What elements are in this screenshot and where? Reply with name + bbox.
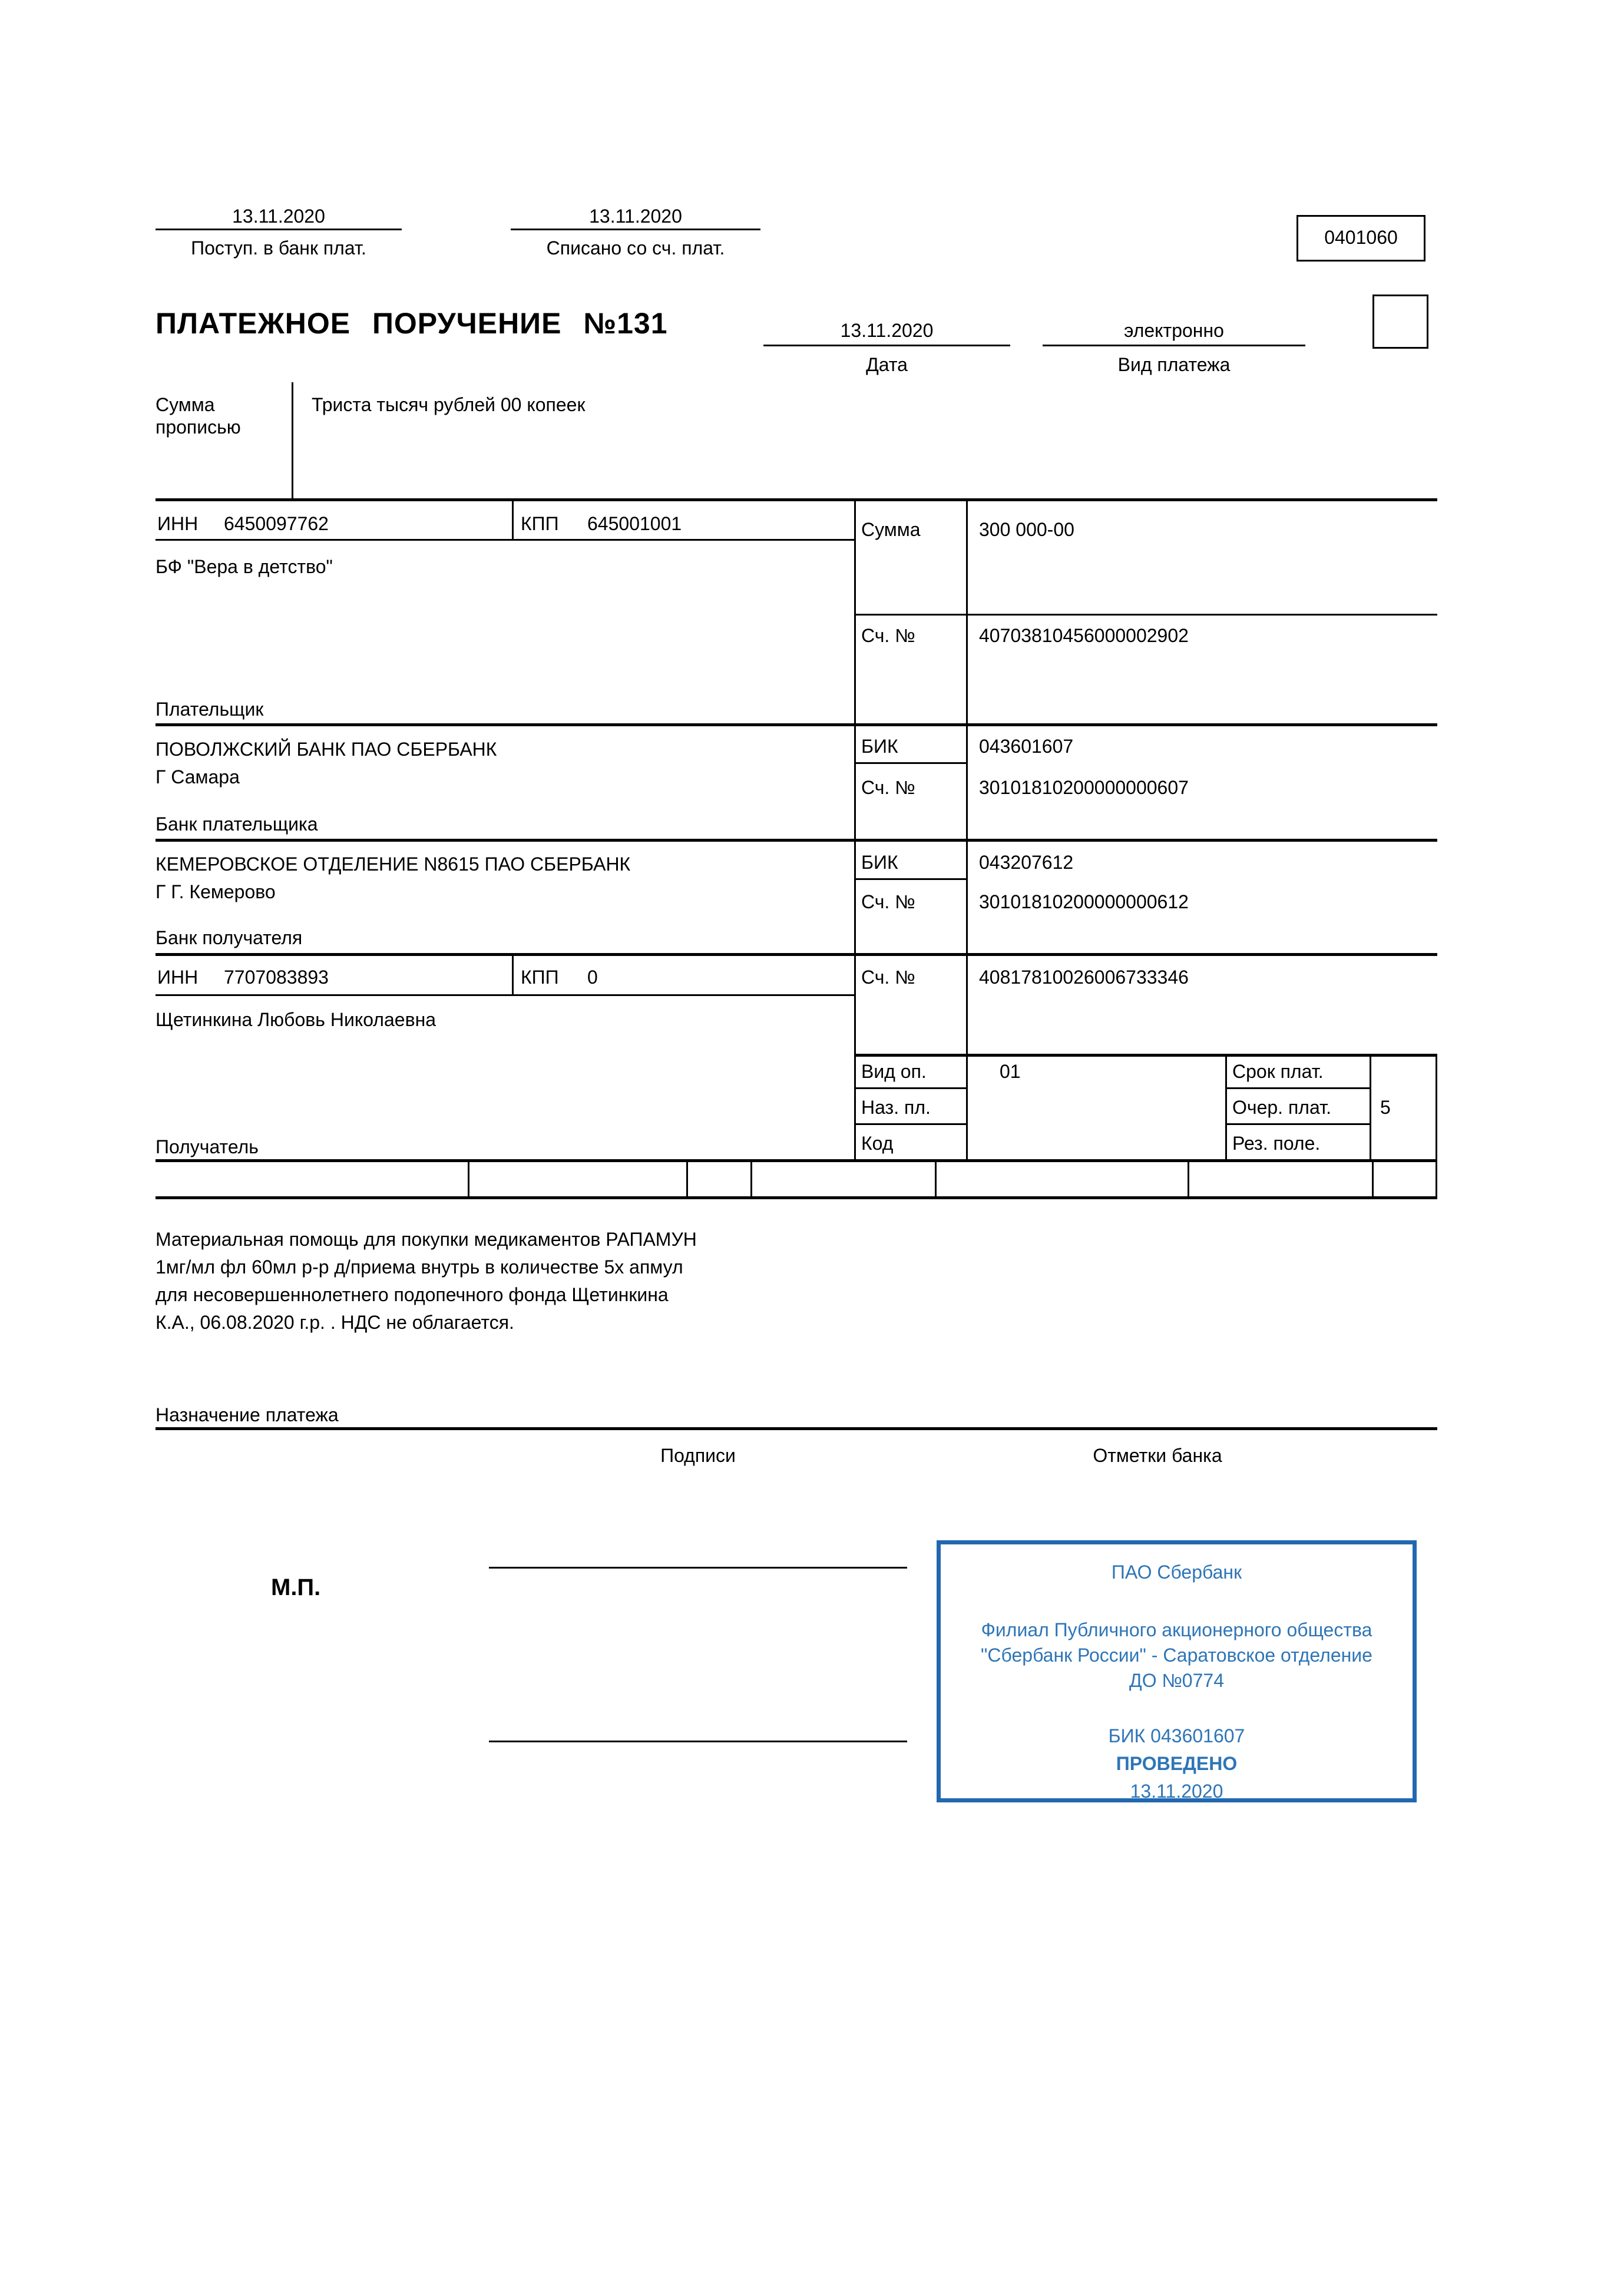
payer-kpp-label: КПП [521, 513, 559, 534]
payer-name: БФ "Вера в детство" [156, 556, 333, 577]
sum-value: 300 000-00 [979, 519, 1074, 540]
payer-inn-label: ИНН [157, 513, 199, 534]
payee-bank-bik-label: БИК [861, 852, 898, 873]
purpose-code-label: Наз. пл. [861, 1097, 931, 1118]
codes-row-divider-5 [1188, 1159, 1189, 1196]
pay-order-label: Очер. плат. [1232, 1097, 1332, 1118]
debited-date-underline [511, 229, 760, 230]
payee-label: Получатель [156, 1136, 259, 1157]
signature-line-1 [489, 1567, 907, 1569]
signature-line-2 [489, 1741, 907, 1742]
payee-bank-label: Банк получателя [156, 927, 303, 948]
label-column-left-divider [854, 498, 856, 1159]
grid-line-under-payer [156, 723, 1437, 726]
label-column-right-divider [966, 498, 968, 1159]
grid-line-under-payee [156, 1159, 1437, 1162]
received-date: 13.11.2020 [232, 206, 325, 227]
payer-account-label: Сч. № [861, 625, 915, 646]
doc-date-underline [763, 345, 1010, 346]
payer-bank-label: Банк плательщика [156, 813, 318, 835]
stamp-branch-line1: Филиал Публичного акционерного общества [981, 1619, 1372, 1640]
amount-words-label-line1: Сумма [156, 394, 215, 415]
bank-marks-label: Отметки банка [1093, 1445, 1222, 1466]
payee-bank-bik-value: 043207612 [979, 852, 1074, 873]
payer-bank-bik-label: БИК [861, 736, 898, 757]
payee-bank-account-value: 30101810200000000612 [979, 891, 1189, 912]
pay-term-label: Срок плат. [1232, 1061, 1324, 1082]
payment-kind-underline [1043, 345, 1305, 346]
stamp-bik: БИК 043601607 [1108, 1725, 1245, 1746]
purpose-underline [156, 1427, 1437, 1430]
payer-bank-name: ПОВОЛЖСКИЙ БАНК ПАО СБЕРБАНК [156, 739, 497, 760]
payment-kind-box [1372, 295, 1428, 349]
payee-inn-kpp-divider [512, 953, 514, 994]
pay-order-value: 5 [1380, 1097, 1391, 1118]
codes-row-divider-2 [686, 1159, 688, 1196]
purpose-line-1: Материальная помощь для покупки медикаментов РАПАМУН [156, 1229, 697, 1250]
grid-line-under-payee-bank [156, 953, 1437, 956]
doc-date-value: 13.11.2020 [840, 320, 934, 341]
payer-bank-account-label: Сч. № [861, 777, 915, 798]
grid-line-op2b [1225, 1123, 1370, 1125]
stamp-place-label: М.П. [271, 1574, 321, 1600]
payee-bank-account-label: Сч. № [861, 891, 915, 912]
grid-line-top [156, 498, 1437, 501]
form-code: 0401060 [1324, 227, 1398, 248]
grid-line-under-payer-inn [156, 539, 854, 541]
code-label: Код [861, 1133, 894, 1154]
payer-account-value: 40703810456000002902 [979, 625, 1189, 646]
doc-date-label: Дата [866, 354, 908, 375]
received-date-underline [156, 229, 402, 230]
grid-line-under-bik1-label [854, 762, 966, 764]
res-field-label: Рез. поле. [1232, 1133, 1321, 1154]
signatures-label: Подписи [660, 1445, 736, 1466]
payment-kind-label: Вид платежа [1117, 354, 1231, 375]
codes-row-divider-6 [1372, 1159, 1374, 1196]
amount-words-value: Триста тысяч рублей 00 копеек [312, 394, 586, 415]
grid-line-under-payee-inn [156, 994, 854, 996]
payer-bank-city: Г Самара [156, 766, 240, 788]
grid-line-under-payer-bank [156, 839, 1437, 842]
codes-row-divider-1 [468, 1159, 469, 1196]
payer-kpp-value: 645001001 [587, 513, 682, 534]
stamp-branch-line3: ДО №0774 [1129, 1670, 1224, 1691]
grid-line-op1a [854, 1087, 966, 1089]
grid-line-above-op [854, 1054, 1437, 1057]
amount-words-divider [292, 382, 293, 498]
stamp-branch-line2: "Сбербанк России" - Саратовское отделение [981, 1645, 1372, 1666]
table-right-edge [1436, 1054, 1437, 1196]
purpose-line-2: 1мг/мл фл 60мл р-р д/приема внутрь в количестве 5х апмул [156, 1256, 683, 1278]
payer-inn-kpp-divider [512, 498, 514, 539]
document-title: ПЛАТЕЖНОЕ ПОРУЧЕНИЕ №131 [156, 307, 668, 340]
grid-line-op1b [1225, 1087, 1370, 1089]
payer-bank-account-value: 30101810200000000607 [979, 777, 1189, 798]
codes-row-divider-3 [750, 1159, 752, 1196]
payee-inn-label: ИНН [157, 967, 199, 988]
payee-name: Щетинкина Любовь Николаевна [156, 1009, 436, 1030]
debited-date: 13.11.2020 [589, 206, 682, 227]
payer-inn-value: 6450097762 [224, 513, 329, 534]
payee-account-value: 40817810026006733346 [979, 967, 1189, 988]
payee-bank-name: КЕМЕРОВСКОЕ ОТДЕЛЕНИЕ N8615 ПАО СБЕРБАНК [156, 853, 631, 875]
op-kind-value: 01 [1000, 1061, 1021, 1082]
stamp-date: 13.11.2020 [1130, 1781, 1223, 1802]
payee-kpp-value: 0 [587, 967, 598, 988]
grid-line-under-codes-row [156, 1196, 1437, 1199]
payment-kind-value: электронно [1124, 320, 1224, 341]
purpose-line-4: К.А., 06.08.2020 г.р. . НДС не облагается. [156, 1312, 514, 1333]
stamp-bank-name: ПАО Сбербанк [1111, 1561, 1242, 1583]
sum-label: Сумма [861, 519, 921, 540]
purpose-line-3: для несовершеннолетнего подопечного фонда Щетинкина [156, 1284, 669, 1305]
codes-row-divider-4 [935, 1159, 937, 1196]
payee-inn-value: 7707083893 [224, 967, 329, 988]
payer-label: Плательщик [156, 699, 264, 720]
term-column-left-divider [1225, 1054, 1227, 1159]
payee-account-label: Сч. № [861, 967, 915, 988]
purpose-label: Назначение платежа [156, 1404, 339, 1425]
grid-line-under-bik2-label [854, 878, 966, 880]
debited-date-label: Списано со сч. плат. [546, 237, 725, 259]
received-date-label: Поступ. в банк плат. [191, 237, 366, 259]
term-column-right-divider [1370, 1054, 1371, 1159]
payer-bank-bik-value: 043601607 [979, 736, 1074, 757]
op-kind-label: Вид оп. [861, 1061, 927, 1082]
grid-line-under-sum [854, 614, 1437, 616]
stamp-status: ПРОВЕДЕНО [1116, 1753, 1238, 1774]
amount-words-label-line2: прописью [156, 416, 241, 438]
payee-bank-city: Г Г. Кемерово [156, 881, 276, 902]
grid-line-op2a [854, 1123, 966, 1125]
payee-kpp-label: КПП [521, 967, 559, 988]
